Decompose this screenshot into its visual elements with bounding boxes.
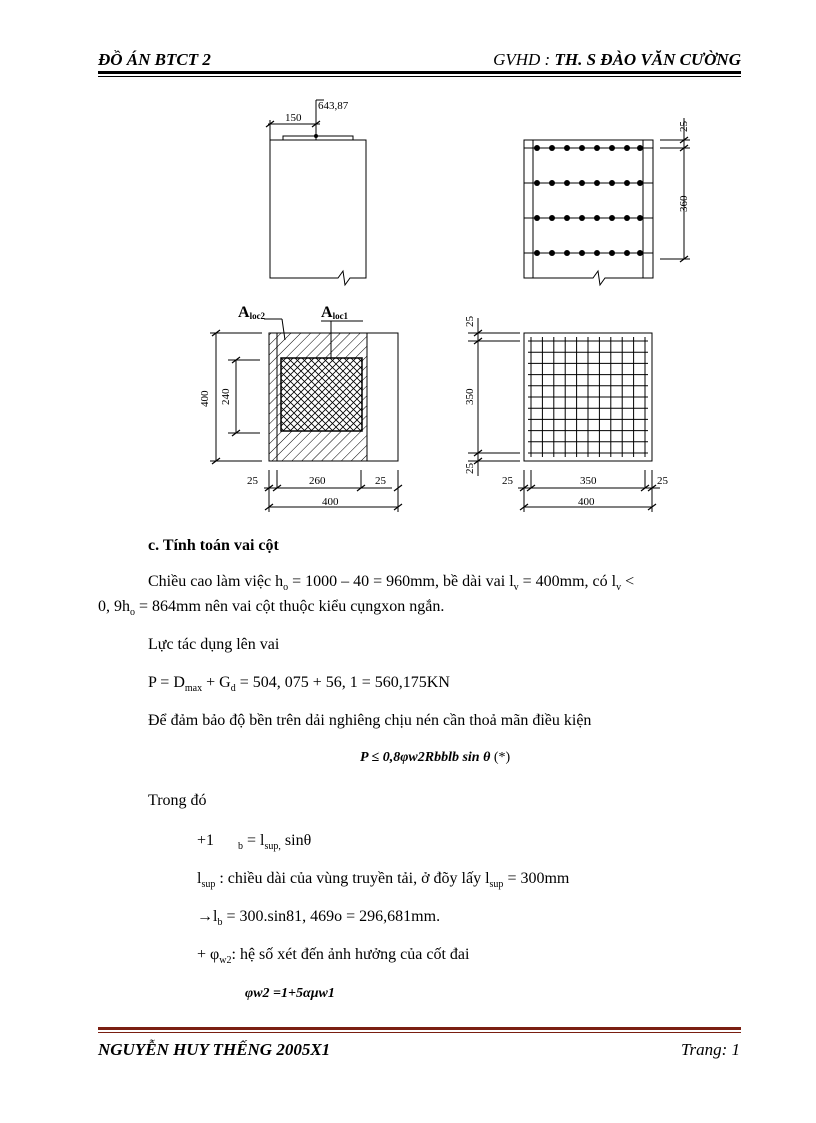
bearing-plate	[283, 136, 353, 140]
dim-350-br: 350	[580, 475, 597, 487]
reinforcement-elevation	[524, 140, 653, 285]
footer-rule	[98, 1027, 741, 1030]
section-title: c. Tính toán vai cột	[148, 537, 279, 554]
item-phi: + $\varphi_{w2}$: hệ số xét đến ảnh hưởng của cốt đai	[197, 946, 470, 967]
dim-360: 360	[678, 195, 690, 212]
dim-150: 150	[285, 112, 302, 124]
dim-240: 240	[220, 388, 232, 405]
para3: $P = D_{max} + G_d = 504$, 075 + 56, 1 = 560,175KN	[148, 674, 450, 695]
aloc1-label: Aloc1	[321, 304, 349, 321]
dim-25-mesh-top: 25	[464, 316, 476, 327]
item-lb-result: $\to l_b = 300.\sin 81$, 469o = 296,681mm.	[197, 908, 441, 929]
formula-condition: P ≤ 0,8φw2Rbblb sin θ (*)	[360, 750, 511, 765]
section-drawings	[0, 0, 816, 540]
header-left: ĐỒ ÁN BTCT 2	[98, 50, 211, 69]
dim-25-br-left: 25	[502, 475, 513, 487]
para5: Trong đó	[148, 792, 207, 809]
dim-350-vert: 350	[464, 388, 476, 405]
dim-25-bl-right: 25	[375, 475, 386, 487]
elevation-outline	[270, 140, 366, 285]
para4: Để đảm bảo độ bền trên dải nghiêng chịu nén cần thoả mãn điều kiện	[148, 712, 592, 729]
header-right: GVHD : TH. S ĐÀO VĂN CƯỜNG	[493, 50, 741, 69]
item-lb: +1 $_b = l_{sup,}$ sinθ	[197, 832, 312, 853]
dim-260: 260	[309, 475, 326, 487]
footer-page: Trang: 1	[680, 1040, 740, 1059]
dim-400-bl: 400	[322, 496, 339, 508]
footer-rule-thin	[98, 1032, 741, 1033]
dim-25-br-right: 25	[657, 475, 668, 487]
para2: Lực tác dụng lên vai	[148, 636, 280, 653]
dim-25-mesh-bottom: 25	[464, 463, 476, 474]
footer-author: NGUYỄN HUY THẾNG 2005X1	[98, 1040, 331, 1059]
formula-phi: φw2 =1+5αμw1	[245, 986, 335, 1001]
dim-400-vert: 400	[199, 390, 211, 407]
dim-400-br: 400	[578, 496, 595, 508]
aloc2-label: Aloc2	[238, 304, 266, 321]
dim-25-bl-left: 25	[247, 475, 258, 487]
item-lsup: $l_{sup}$ : chiều dài của vùng truyền tải, ở đõy lấy $l_{sup} = 300mm$	[197, 870, 570, 891]
para1-line2: 0, $9h_o = 864mm$ nên vai cột thuộc kiểu cụngxon ngắn.	[98, 598, 445, 619]
para1-line1: Chiều cao làm việc $h_o = 1000 - 40 = 960mm$, bề dài vai $l_v = 400mm$, có $l_v$ <	[148, 573, 635, 594]
dim-25-top: 25	[678, 121, 690, 132]
dim-643: 643,87	[318, 100, 349, 112]
